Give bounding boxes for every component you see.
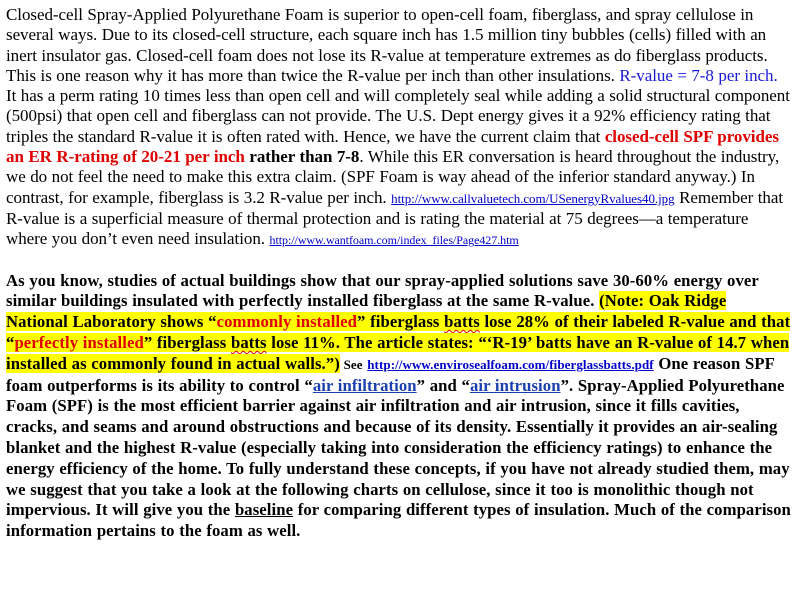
rvalue-highlight: R-value = 7-8 per inch. bbox=[619, 65, 778, 85]
paragraph-building-studies: As you know, studies of actual buildings show that our spray-applied solutions save 30-60% energy over similar buildings insulated with perfectly installed fiberglass at the same R-value. (Note: Oak Ridge National Laboratory shows “commonly installed” fiberglass batts lose 28% of their labeled R-value and that “perfectly installed” fiberglass batts lose 11%. The article states: “‘R-19’ batts have an R-value of 14.7 when installed as commonly found in actual walls.”) See http://www.envirosealfoam.com/fiberglassbatts.pdf One reason SPF foam outperforms is its ability to control “air infiltration” and “air intrusion”. Spray-Applied Polyurethane Foam (SPF) is the most efficient barrier against air infiltration and air intrusion, since it fills cavities, cracks, and seams and around obstructions and because of its density. Essentially it provides an air-sealing blanket and the highest R-value (especially taking into consideration the efficiency ratings) to enhance the energy efficiency of the home. To fully understand these concepts, if you have not already studied them, may we suggest that you take a look at the following charts on cellulose, since it too is monolithic though not impervious. It will give you the baseline for comparing different types of insulation. Much of the comparison information pertains to the foam as well. bbox=[6, 270, 791, 541]
enviroseal-link[interactable]: http://www.envirosealfoam.com/fiberglassbatts.pdf bbox=[367, 356, 654, 372]
baseline-word: baseline bbox=[234, 500, 294, 520]
batts-word: batts bbox=[230, 332, 267, 352]
paragraph-foam-comparison bbox=[6, 5, 792, 251]
commonly-installed-text: commonly installed bbox=[216, 312, 358, 332]
see-label: See bbox=[339, 356, 363, 372]
spf-barrier-text: ”. Spray-Applied Polyurethane Foam (SPF) is the most efficient barrier against air infiltration and air intrusion, since it fills cavities, cracks, and seams and around obstructions and because of its density. Essentially it provides an air-sealing blanket and the highest R-value (especially taking into consideration the efficiency ratings) to enhance the energy efficiency of the home. To fully understand these concepts, if you have not already studied them, may we suggest that you take a look at the following charts on cellulose, since it too is monolithic though not impervious. It will give you the bbox=[6, 375, 790, 520]
outperforms-text: One reason SPF foam outperforms is its ability to control “ bbox=[6, 353, 775, 395]
wantfoam-link[interactable]: http://www.wantfoam.com/index_files/Page427.htm bbox=[269, 233, 519, 248]
er-rating-claim-rest: rather than 7-8 bbox=[244, 147, 360, 167]
air-intrusion-link[interactable]: air intrusion bbox=[469, 375, 561, 395]
closing-text: for comparing different types of insulation. Much of the comparison information pertains to the foam as well. bbox=[6, 500, 791, 541]
er-rating-claim: closed-cell SPF provides an ER R-rating of 20-21 per inch bbox=[6, 126, 779, 167]
perfectly-installed-text: perfectly installed bbox=[14, 332, 144, 352]
intro-text: Closed-cell Spray-Applied Polyurethane Foam is superior to open-cell foam, fiberglass, and spray cellulose in several ways. Due to its closed-cell structure, each square inch has 1.5 million tiny bubbles (cells) filled with an inert insulator gas. Closed-cell foam does not lose its R-value at temperature extremes as do fiberglass products. This is one reason why it has more than twice the R-value per inch than other insulations. bbox=[6, 5, 768, 85]
batts-word: batts bbox=[444, 312, 480, 332]
rvalue-superficial-text: Remember that R-value is a superficial measure of thermal protection and is rating the material at 75 degrees—a temperature where you don’t even need insulation. bbox=[6, 187, 784, 249]
callvaluetech-link[interactable]: http://www.callvaluetech.com/USenergyRvalues40.jpg bbox=[391, 190, 675, 206]
air-infiltration-link[interactable]: air infiltration bbox=[312, 375, 417, 395]
oak-ridge-note: (Note: Oak Ridge National Laboratory shows “commonly installed” fiberglass batts lose 28% of their labeled R-value and that “perfectly installed” fiberglass batts lose 11%. The article states: “‘R-19’ batts have an R-value of 14.7 when installed as commonly found in actual walls.”) bbox=[6, 291, 791, 373]
studies-text: As you know, studies of actual buildings show that our spray-applied solutions save 30-60% energy over similar buildings insulated with perfectly installed fiberglass at the same R-value. bbox=[6, 270, 759, 311]
perm-rating-text: It has a perm rating 10 times less than open cell and will completely seal while adding a solid structural component (500psi) that open cell and fiberglass can not provide. The U.S. Dept energy gives it a 92% efficiency rating that triples the standard R-value it is often rated with. Hence, we have the current claim that bbox=[6, 86, 790, 146]
industry-text: . While this ER conversation is heard throughout the industry, we do not feel the need to make this extra claim. (SPF Foam is way ahead of the inferior standard anyway.) In contrast, for example, fiberglass is 3.2 R-value per inch. bbox=[6, 147, 780, 207]
